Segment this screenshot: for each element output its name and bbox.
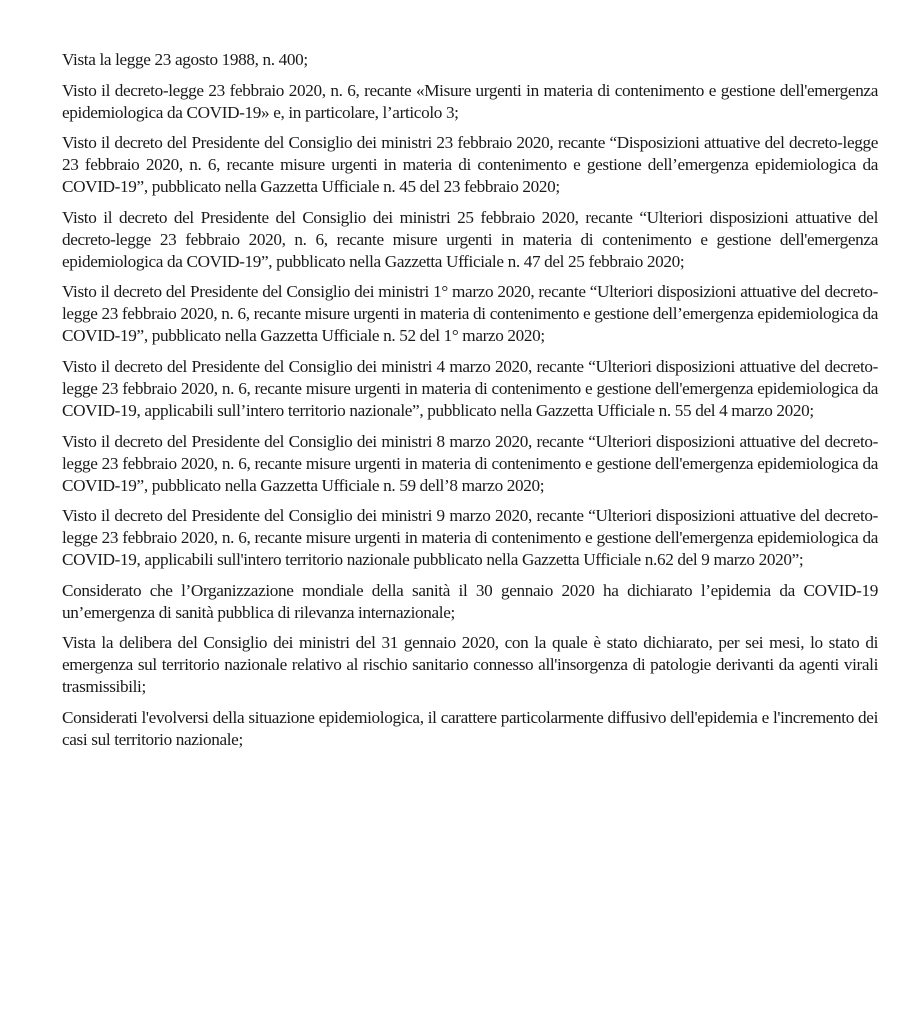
- paragraph-oms-dichiarazione: Considerato che l’Organizzazione mondiale della sanità il 30 gennaio 2020 ha dichiarato l’epidemia da COVID-19 un’emergenza di sanità pubblica di rilevanza internazionale;: [62, 580, 878, 622]
- paragraph-dpcm-23-febbraio: Visto il decreto del Presidente del Consiglio dei ministri 23 febbraio 2020, recante “Disposizioni attuative del decreto-legge 23 febbraio 2020, n. 6, recante misure urgenti in materia di contenimento e gestione dell’emergenza epidemiologica da COVID-19”, pubblicato nella Gazzetta Ufficiale n. 45 del 23 febbraio 2020;: [62, 133, 878, 197]
- document-page: [62, 49, 878, 760]
- paragraph-legge-1988: Vista la legge 23 agosto 1988, n. 400;: [62, 50, 308, 69]
- paragraph-dpcm-4-marzo: Visto il decreto del Presidente del Consiglio dei ministri 4 marzo 2020, recante “Ulteriori disposizioni attuative del decreto-legge 23 febbraio 2020, n. 6, recante misure urgenti in materia di contenimento e gestione dell'emergenza epidemiologica da COVID-19, applicabili sull’intero territorio nazionale”, pubblicato nella Gazzetta Ufficiale n. 55 del 4 marzo 2020;: [62, 356, 878, 420]
- paragraph-decreto-legge-23-febbraio: Visto il decreto-legge 23 febbraio 2020, n. 6, recante «Misure urgenti in materia di contenimento e gestione dell'emergenza epidemiologica da COVID-19» e, in particolare, l’articolo 3;: [62, 80, 878, 122]
- paragraph-delibera-31-gennaio: Vista la delibera del Consiglio dei ministri del 31 gennaio 2020, con la quale è stato dichiarato, per sei mesi, lo stato di emergenza sul territorio nazionale relativo al rischio sanitario connesso all'insorgenza di patologie derivanti da agenti virali trasmissibili;: [62, 633, 878, 697]
- paragraph-considerati-evolversi: Considerati l'evolversi della situazione epidemiologica, il carattere particolarmente diffusivo dell'epidemia e l'incremento dei casi sul territorio nazionale;: [62, 707, 878, 749]
- paragraph-dpcm-25-febbraio: Visto il decreto del Presidente del Consiglio dei ministri 25 febbraio 2020, recante “Ulteriori disposizioni attuative del decreto-legge 23 febbraio 2020, n. 6, recante misure urgenti in materia di contenimento e gestione dell'emergenza epidemiologica da COVID-19”, pubblicato nella Gazzetta Ufficiale n. 47 del 25 febbraio 2020;: [62, 207, 878, 271]
- paragraph-dpcm-9-marzo: Visto il decreto del Presidente del Consiglio dei ministri 9 marzo 2020, recante “Ulteriori disposizioni attuative del decreto-legge 23 febbraio 2020, n. 6, recante misure urgenti in materia di contenimento e gestione dell'emergenza epidemiologica da COVID-19, applicabili sull'intero territorio nazionale pubblicato nella Gazzetta Ufficiale n.62 del 9 marzo 2020”;: [62, 506, 878, 570]
- paragraph-dpcm-8-marzo: Visto il decreto del Presidente del Consiglio dei ministri 8 marzo 2020, recante “Ulteriori disposizioni attuative del decreto-legge 23 febbraio 2020, n. 6, recante misure urgenti in materia di contenimento e gestione dell'emergenza epidemiologica da COVID-19”, pubblicato nella Gazzetta Ufficiale n. 59 dell’8 marzo 2020;: [62, 431, 878, 495]
- paragraph-dpcm-1-marzo: Visto il decreto del Presidente del Consiglio dei ministri 1° marzo 2020, recante “Ulteriori disposizioni attuative del decreto-legge 23 febbraio 2020, n. 6, recante misure urgenti in materia di contenimento e gestione dell’emergenza epidemiologica da COVID-19”, pubblicato nella Gazzetta Ufficiale n. 52 del 1° marzo 2020;: [62, 282, 878, 346]
